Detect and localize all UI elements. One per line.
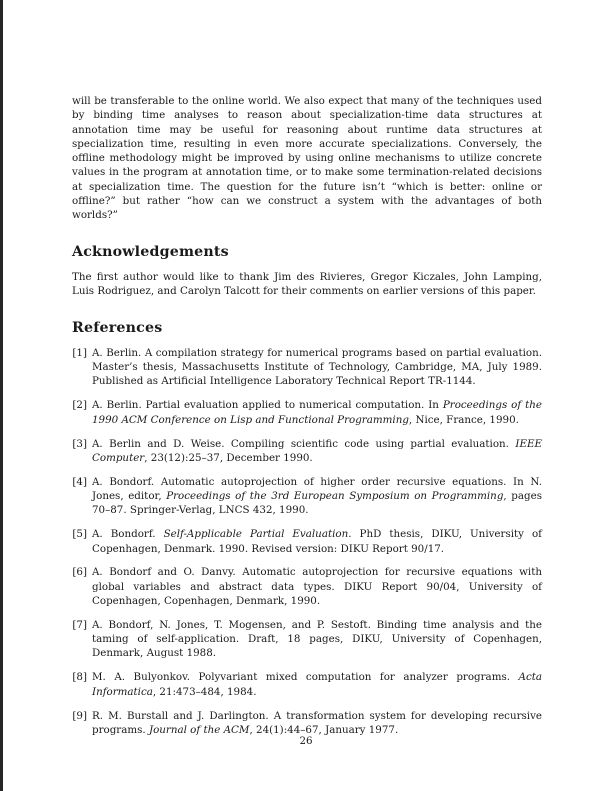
- reference-number: [3]: [72, 437, 87, 450]
- reference-item: [72, 709, 542, 738]
- reference-number: [9]: [72, 709, 87, 722]
- reference-number: [5]: [72, 528, 87, 541]
- page-body: [72, 94, 542, 747]
- reference-number: [6]: [72, 566, 87, 579]
- reference-item: [72, 670, 542, 699]
- reference-item: [72, 437, 542, 466]
- reference-number: [1]: [72, 346, 87, 359]
- reference-number: [8]: [72, 671, 87, 684]
- acknowledgements-heading: Acknowledgements: [72, 243, 229, 260]
- reference-item: [72, 618, 542, 661]
- reference-item: [72, 398, 542, 427]
- reference-text: A. Berlin. Partial evaluation applied to numerical computation. In Proceedings of the 1990 ACM Conference on Lisp and Functional Programming, Nice, France, 1990.: [92, 399, 542, 426]
- page-number: 26: [299, 735, 313, 747]
- reference-text: A. Bondorf. Self-Applicable Partial Evaluation. PhD thesis, DIKU, University of Copenhagen, Denmark. 1990. Revised version: DIKU Report 90/17.: [92, 528, 542, 555]
- reference-number: [7]: [72, 618, 87, 631]
- reference-text: A. Bondorf and O. Danvy. Automatic autoprojection for recursive equations with global variables and abstract data types. DIKU Report 90/04, University of Copenhagen, Copenhagen, Denmark, 1990.: [92, 566, 542, 607]
- reference-item: [72, 346, 542, 389]
- reference-text: A. Bondorf. Automatic autoprojection of higher order recursive equations. In N. Jones, editor, Proceedings of the 3rd European Symposium on Programming, pages 70–87. Springer-Verlag, LNCS 432, 1990.: [92, 475, 542, 517]
- reference-number: [2]: [72, 399, 87, 412]
- intro-paragraph: will be transferable to the online world. We also expect that many of the techniques used by binding time analyses to reason about specialization-time data structures at annotation time may be useful for reasoning about runtime data structures at specialization time, resulting in even more accurate specializations. Conversely, the offline methodology might be improved by using online mechanisms to utilize concrete values in the program at annotation time, or to make some termination-related decisions at specialization time. The question for the future isn’t “which is better: online or offline?” but rather “how can we construct a system with the advantages of both worlds?”: [72, 95, 542, 222]
- reference-text: R. M. Burstall and J. Darlington. A transformation system for developing recursive programs. Journal of the ACM, 24(1):44–67, January 1977.: [92, 709, 542, 736]
- references-heading: References: [72, 319, 163, 336]
- acknowledgements-text: The first author would like to thank Jim des Rivieres, Gregor Kiczales, John Lamping, Luis Rodriguez, and Carolyn Talcott for their comments on earlier versions of this paper.: [72, 270, 542, 298]
- references-list: [72, 346, 542, 737]
- reference-text: A. Bondorf, N. Jones, T. Mogensen, and P. Sestoft. Binding time analysis and the taming of self-application. Draft, 18 pages, DIKU, University of Copenhagen, Denmark, August 1988.: [92, 618, 542, 660]
- scan-edge-shadow: [0, 0, 3, 791]
- reference-item: [72, 565, 542, 608]
- reference-item: [72, 527, 542, 556]
- reference-text: A. Berlin. A compilation strategy for numerical programs based on partial evaluation. Master’s thesis, Massachusetts Institute of Technology, Cambridge, MA, July 1989. Published as Artificial Intelligence Laboratory Technical Report TR-1144.: [92, 346, 542, 388]
- reference-item: [72, 475, 542, 518]
- reference-text: A. Berlin and D. Weise. Compiling scientific code using partial evaluation. IEEE Computer, 23(12):25–37, December 1990.: [92, 437, 542, 464]
- reference-number: [4]: [72, 475, 87, 488]
- reference-text: M. A. Bulyonkov. Polyvariant mixed computation for analyzer programs. Acta Informatica, 21:473–484, 1984.: [92, 671, 542, 698]
